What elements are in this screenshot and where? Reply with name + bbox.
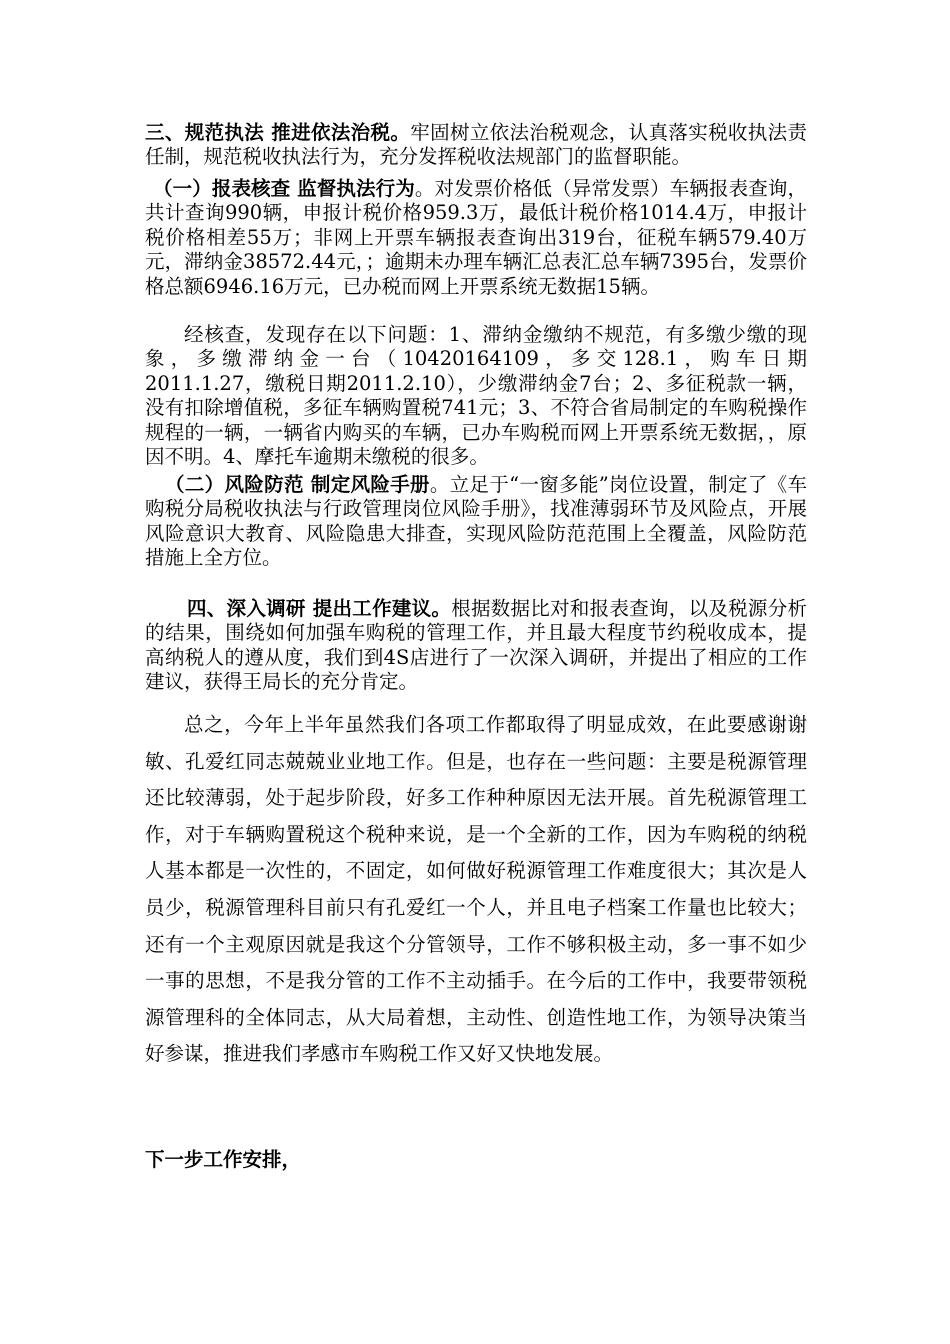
section-4-heading: 四、深入调研 提出工作建议。 [187, 597, 452, 620]
subsection-1-heading: （一）报表核查 监督执法行为 [153, 177, 415, 200]
section-4-paragraph [145, 597, 807, 695]
section-4-body: 根据数据比对和报表查询，以及税源分析的结果，围绕如何加强车购税的管理工作，并且最大程度节约税收成本，提高纳税人的遵从度，我们到4S店进行了一次深入调研，并提出了相应的工作建议，获得王局长的充分肯定。 [145, 597, 807, 694]
section-3-heading: 三、规范执法 推进依法治税。 [145, 121, 411, 144]
section-3-body: 牢固树立依法治税观念，认真落实税收执法责任制，规范税收执法行为，充分发挥税收法规部门的监督职能。 [145, 121, 807, 169]
section-3-paragraph [145, 121, 807, 170]
next-step-heading: 下一步工作安排， [145, 1148, 302, 1171]
subsection-2-paragraph [145, 473, 807, 571]
subsection-2-body: 。立足于“一窗多能”岗位设置，制定了《车购税分局税收执法与行政管理岗位风险手册》，找准薄弱环节及风险点，开展风险意识大教育、风险隐患大排查，实现风险防范范围上全覆盖，风险防范措施上全方位。 [145, 473, 807, 570]
subsection-2-heading: （二）风险防范 制定风险手册 [165, 473, 430, 496]
findings-paragraph: 经核查，发现存在以下问题：1、滞纳金缴纳不规范，有多缴少缴的现象，多缴滞纳金一台（10420164109，多交128.1，购车日期2011.1.27，缴税日期2011.2.10），少缴滞纳金7台；2、多征税款一辆，没有扣除增值税，多征车辆购置税741元；3、不符合省局制定的车购税操作规程的一辆，一辆省内购买的车辆，已办车购税而网上开票系统无数据，，原因不明。4、摩托车逾期未缴税的很多。 [145, 323, 807, 469]
subsection-1-paragraph [145, 177, 807, 299]
summary-paragraph: 总之，今年上半年虽然我们各项工作都取得了明显成效，在此要感谢谢敏、孔爱红同志兢兢业业地工作。但是，也存在一些问题：主要是税源管理还比较薄弱，处于起步阶段，好多工作种种原因无法开展。首先税源管理工作，对于车辆购置税这个税种来说，是一个全新的工作，因为车购税的纳税人基本都是一次性的，不固定，如何做好税源管理工作难度很大；其次是人员少，税源管理科目前只有孔爱红一个人，并且电子档案工作量也比较大；还有一个主观原因就是我这个分管领导，工作不够积极主动，多一事不如少一事的思想，不是我分管的工作不主动插手。在今后的工作中，我要带领税源管理科的全体同志，从大局着想，主动性、创造性地工作，为领导决策当好参谋，推进我们孝感市车购税工作又好又快地发展。 [145, 713, 807, 1066]
subsection-1-body: 。对发票价格低（异常发票）车辆报表查询，共计查询990辆，申报计税价格959.3万，最低计税价格1014.4万，申报计税价格相差55万；非网上开票车辆报表查询出319台，征税车辆579.40万元，滞纳金38572.44元，；逾期未办理车辆汇总表汇总车辆7395台，发票价格总额6946.16万元，已办税而网上开票系统无数据15辆。 [145, 177, 807, 298]
